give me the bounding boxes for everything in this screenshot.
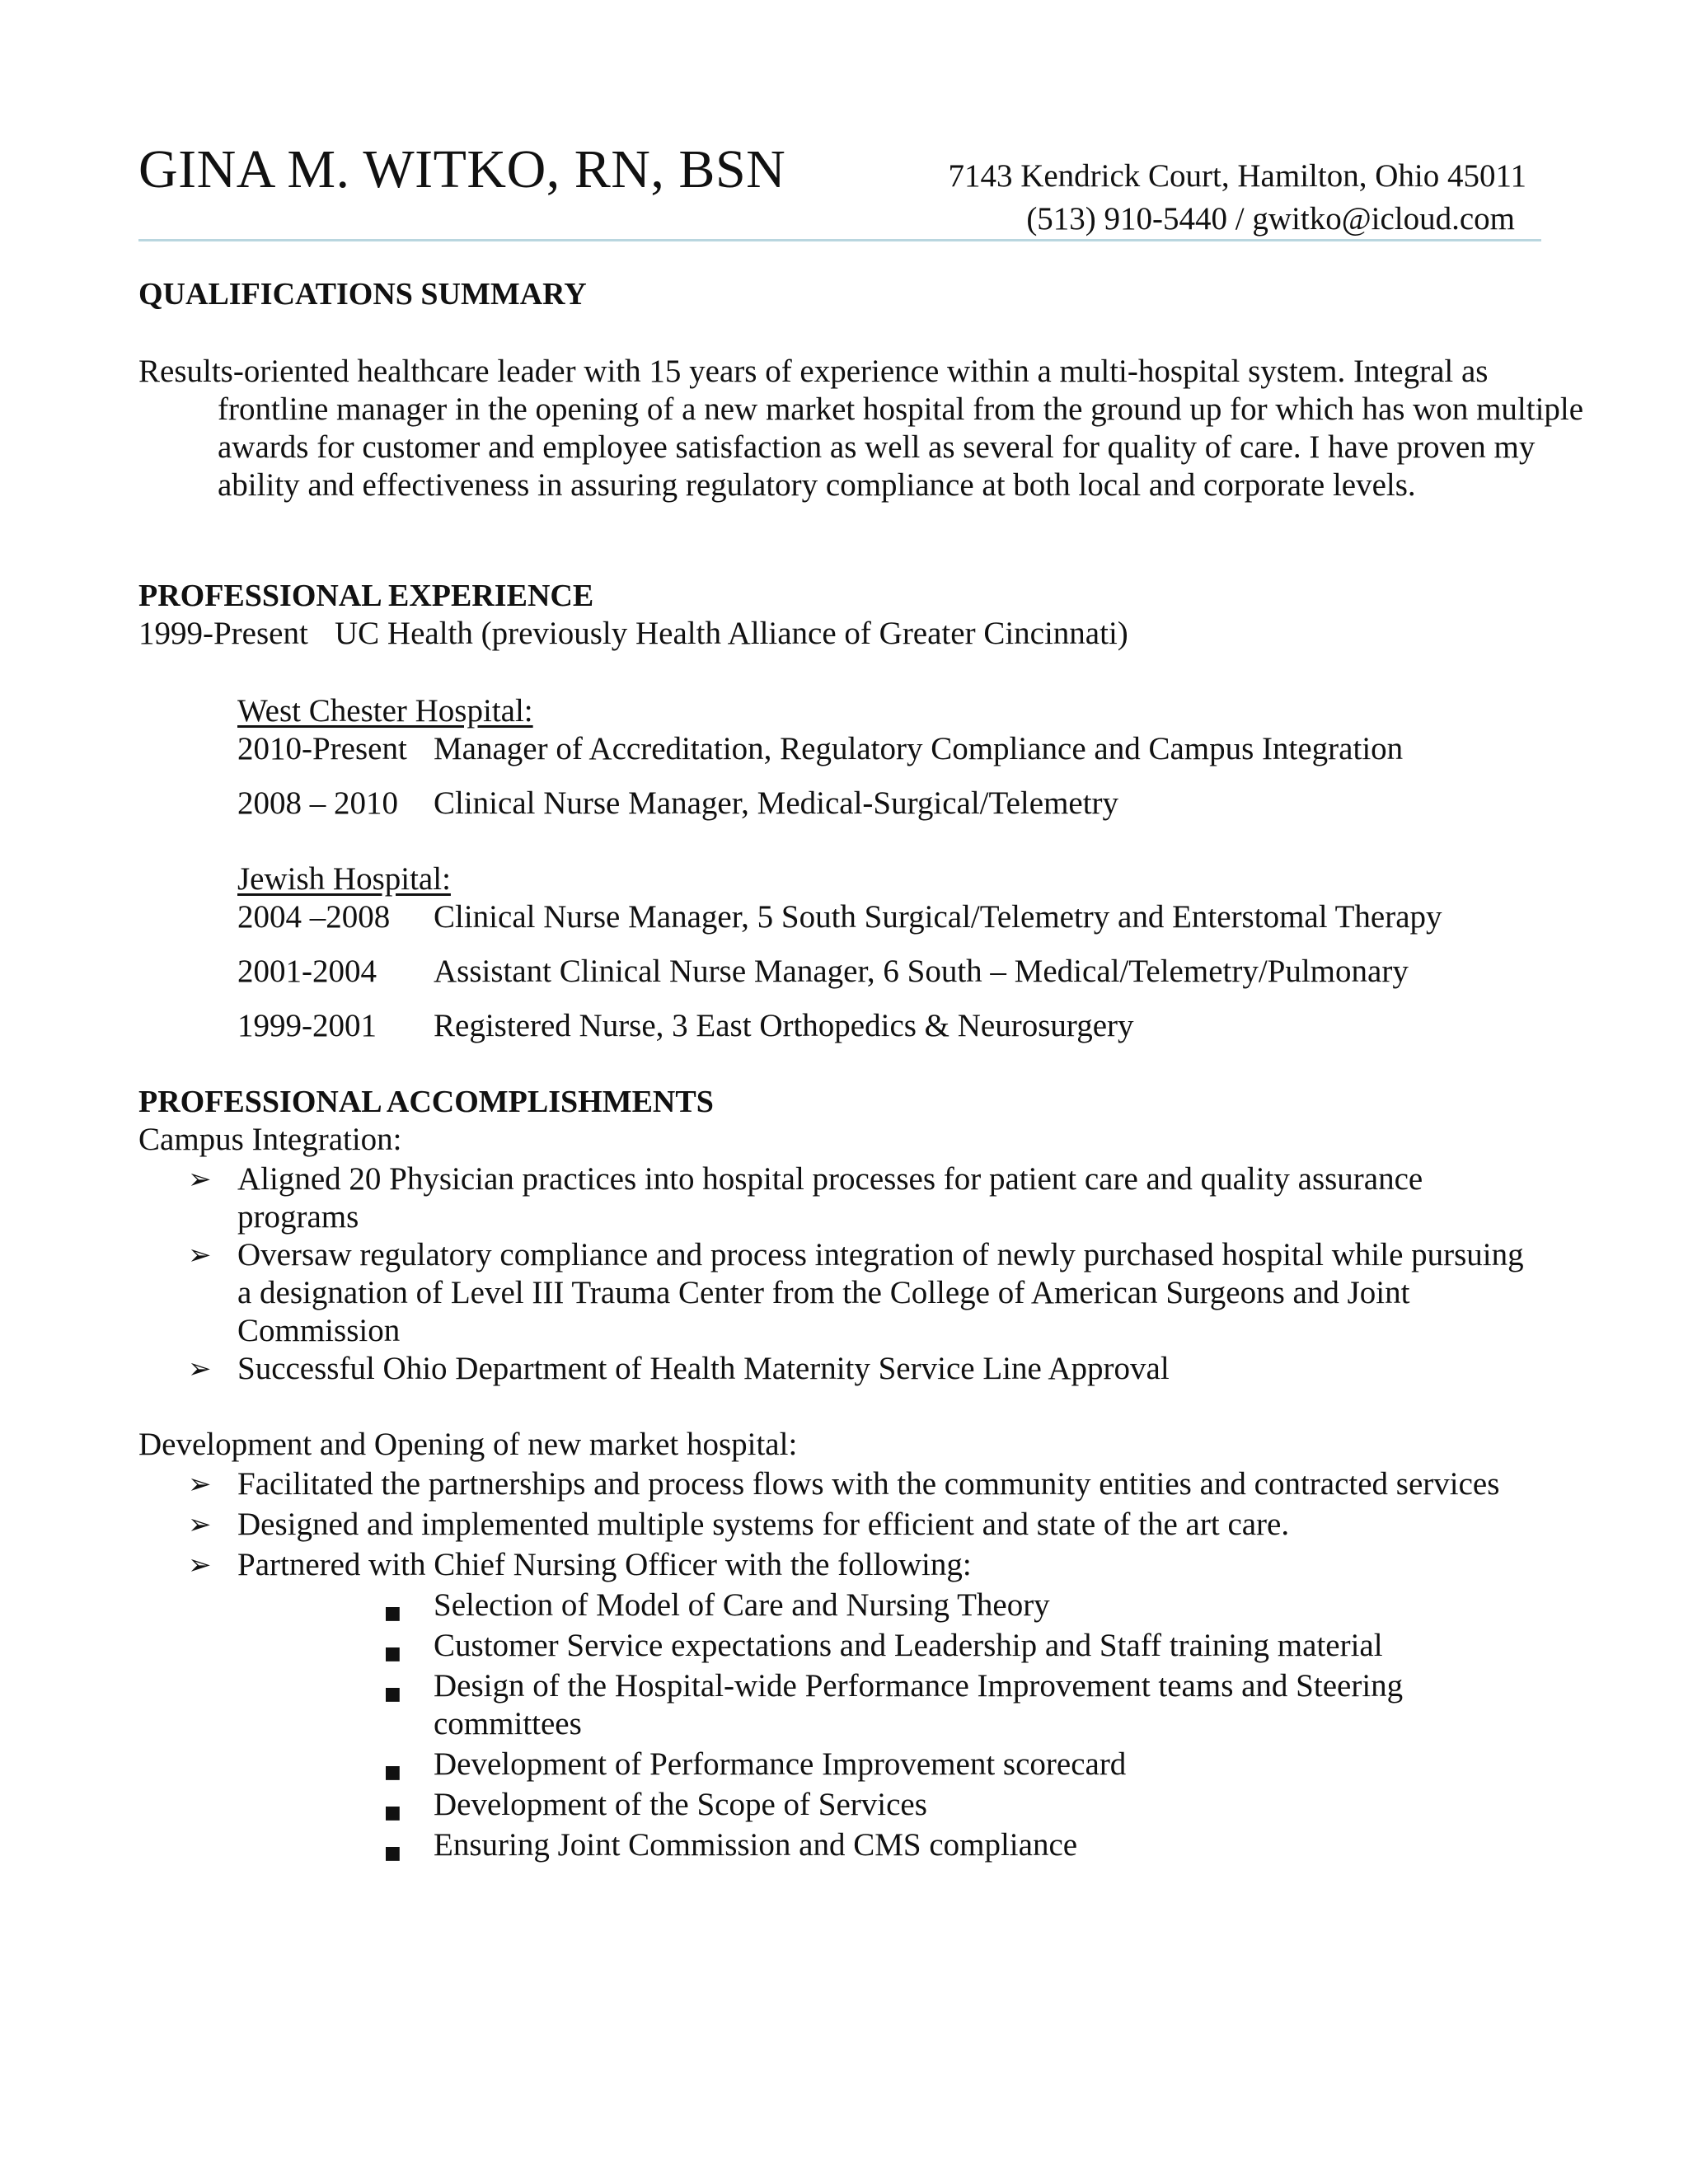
- role-years: 2008 – 2010: [237, 785, 398, 821]
- accomplishments-heading: PROFESSIONAL ACCOMPLISHMENTS: [138, 1085, 714, 1119]
- sub-list-item-text: Design of the Hospital-wide Performance Improvement teams and Steering committees: [434, 1668, 1404, 1741]
- list-item-text: Partnered with Chief Nursing Officer with the following:: [237, 1547, 972, 1582]
- list-item-text: Designed and implemented multiple systems for efficient and state of the art care.: [237, 1507, 1290, 1542]
- square-bullet-icon: ■: [384, 1843, 401, 1863]
- role-years: 1999-2001: [237, 1008, 377, 1043]
- role-years: 2010-Present: [237, 731, 407, 766]
- header-divider: [138, 239, 1541, 241]
- list-item: [188, 1546, 1540, 1584]
- arrow-bullet-icon: ➢: [188, 1468, 212, 1501]
- site-name: West Chester Hospital:: [237, 693, 533, 729]
- sub-list-item-text: Ensuring Joint Commission and CMS compliance: [434, 1827, 1078, 1863]
- role-title: Assistant Clinical Nurse Manager, 6 South – Medical/Telemetry/Pulmonary: [434, 954, 1409, 989]
- sub-list-item-text: Development of Performance Improvement scorecard: [434, 1746, 1127, 1782]
- arrow-bullet-icon: ➢: [188, 1352, 212, 1385]
- site-name: Jewish Hospital:: [237, 861, 451, 897]
- arrow-bullet-icon: ➢: [188, 1239, 212, 1272]
- list-item-text: Oversaw regulatory compliance and process integration of newly purchased hospital while pursuing a designation of Level III Trauma Center from the College of American Surgeons and Joint Commission: [237, 1237, 1524, 1348]
- role-title: Clinical Nurse Manager, 5 South Surgical/Telemetry and Enterstomal Therapy: [434, 899, 1442, 935]
- summary-text: Results-oriented healthcare leader with 15 years of experience within a multi-hospital system. Integral as frontline manager in the opening of a new market hospital from the ground up for which has won multiple awards for customer and employee satisfaction as well as several for quality of care. I have proven my ability and effectiveness in assuring regulatory compliance at both local and corporate levels.: [138, 354, 1584, 503]
- sub-list-item: [384, 1586, 1538, 1624]
- experience-heading: PROFESSIONAL EXPERIENCE: [138, 579, 594, 613]
- square-bullet-icon: ■: [384, 1603, 401, 1624]
- sub-list-item-text: Development of the Scope of Services: [434, 1787, 927, 1822]
- development-label: Development and Opening of new market hospital:: [138, 1427, 798, 1462]
- arrow-bullet-icon: ➢: [188, 1163, 212, 1196]
- sub-list-item-text: Customer Service expectations and Leadership and Staff training material: [434, 1628, 1383, 1663]
- role-years: 2004 –2008: [237, 899, 391, 935]
- sub-list-item: [384, 1667, 1538, 1743]
- candidate-name: GINA M. WITKO, RN, BSN: [138, 139, 786, 199]
- square-bullet-icon: ■: [384, 1643, 401, 1664]
- summary-heading: QUALIFICATIONS SUMMARY: [138, 277, 587, 312]
- sub-list-item-text: Selection of Model of Care and Nursing Theory: [434, 1587, 1050, 1623]
- employer-years: 1999-Present: [138, 616, 308, 651]
- role-title: Registered Nurse, 3 East Orthopedics & Neurosurgery: [434, 1008, 1134, 1043]
- role-years: 2001-2004: [237, 954, 377, 989]
- employer-name: UC Health (previously Health Alliance of Greater Cincinnati): [335, 616, 1128, 651]
- arrow-bullet-icon: ➢: [188, 1549, 212, 1582]
- contact-block: [948, 155, 1526, 241]
- sub-list-item: [384, 1627, 1538, 1665]
- role-title: Manager of Accreditation, Regulatory Compliance and Campus Integration: [434, 731, 1404, 766]
- square-bullet-icon: ■: [384, 1762, 401, 1783]
- role-title: Clinical Nurse Manager, Medical-Surgical/Telemetry: [434, 785, 1119, 821]
- list-item: [188, 1465, 1540, 1503]
- sub-list-item: [384, 1826, 1538, 1864]
- list-item: [188, 1506, 1540, 1544]
- contact-address: 7143 Kendrick Court, Hamilton, Ohio 45011: [948, 158, 1526, 194]
- sub-list-item: [384, 1786, 1538, 1824]
- list-item: [188, 1350, 1540, 1388]
- list-item: [188, 1160, 1540, 1236]
- list-item-text: Successful Ohio Department of Health Maternity Service Line Approval: [237, 1351, 1170, 1386]
- sub-list-item: [384, 1746, 1538, 1783]
- list-item-text: Aligned 20 Physician practices into hospital processes for patient care and quality assurance programs: [237, 1161, 1423, 1235]
- square-bullet-icon: ■: [384, 1802, 401, 1823]
- list-item-text: Facilitated the partnerships and process flows with the community entities and contracted services: [237, 1466, 1500, 1502]
- contact-phone-email: (513) 910-5440 / gwitko@icloud.com: [1026, 201, 1515, 237]
- square-bullet-icon: ■: [384, 1684, 401, 1704]
- list-item: [188, 1236, 1540, 1350]
- campus-label: Campus Integration:: [138, 1122, 402, 1157]
- arrow-bullet-icon: ➢: [188, 1508, 212, 1541]
